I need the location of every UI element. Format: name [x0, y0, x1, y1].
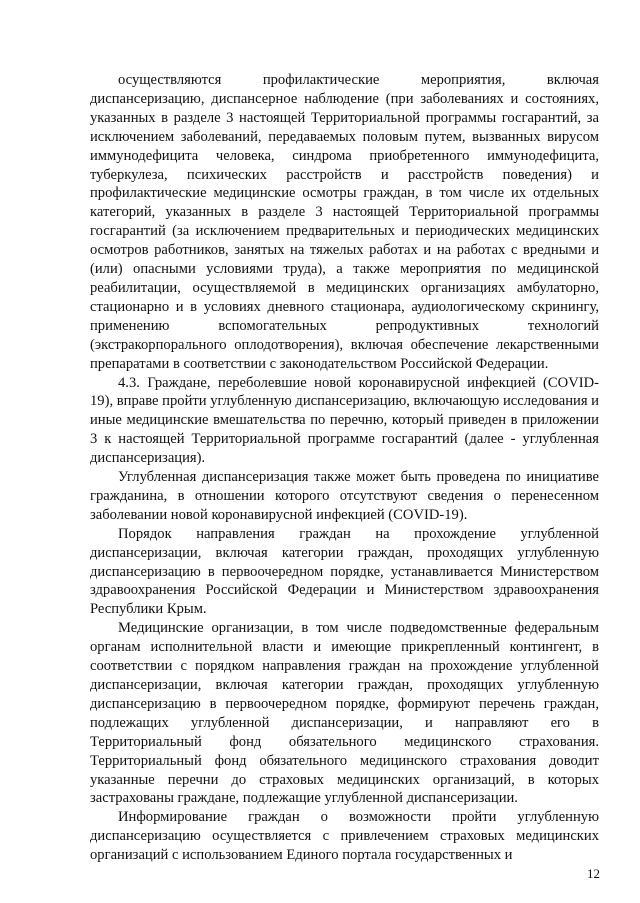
paragraph-2: 4.3. Граждане, переболевшие новой коронавирусной инфекцией (COVID-19), вправе пройти углубленную диспансеризацию, включающую исследования и иные медицинские вмешательства по перечню, который приведен в приложении 3 к настоящей Территориальной программе госгарантий (далее - углубленная диспансеризация). [90, 374, 599, 467]
paragraph-4: Порядок направления граждан на прохождение углубленной диспансеризации, включая категории граждан, проходящих углубленную диспансеризацию в первоочередном порядке, устанавливается Министерством здравоохранения Российской Федерации и Министерством здравоохранения Республики Крым. [90, 525, 599, 618]
paragraph-1: осуществляются профилактические мероприятия, включая диспансеризацию, диспансерное наблюдение (при заболеваниях и состояниях, указанных в разделе 3 настоящей Территориальной программы госгарантий, за исключением заболеваний, передаваемых половым путем, вызванных вирусом иммунодефицита человека, синдрома приобретенного иммунодефицита, туберкулеза, психических расстройств и расстройств поведения) и профилактические медицинские осмотры граждан, в том числе их отдельных категорий, указанных в разделе 3 настоящей Территориальной программы госгарантий (за исключением предварительных и периодических медицинских осмотров работников, занятых на тяжелых работах и на работах с вредными и (или) опасными условиями труда), а также мероприятия по медицинской реабилитации, осуществляемой в медицинских организациях амбулаторно, стационарно и в условиях дневного стационара, аудиологическому скринингу, применению вспомогательных репродуктивных технологий (экстракорпорального оплодотворения), включая обеспечение лекарственными препаратами в соответствии с законодательством Российской Федерации. [90, 72, 599, 372]
paragraph-3: Углубленная диспансеризация также может быть проведена по инициативе гражданина, в отношении которого отсутствуют сведения о перенесенном заболевании новой коронавирусной инфекцией (COVID-19). [90, 469, 599, 523]
body-text [90, 71, 599, 865]
paragraph-5: Медицинские организации, в том числе подведомственные федеральным органам исполнительной власти и имеющие прикрепленный контингент, в соответствии с порядком направления граждан на прохождение углубленной диспансеризации, включая категории граждан, проходящих углубленную диспансеризацию в первоочередном порядке, формируют перечень граждан, подлежащих углубленной диспансеризации, и направляют его в Территориальный фонд обязательного медицинского страхования. Территориальный фонд обязательного медицинского страхования доводит указанные перечни до страховых медицинских организаций, в которых застрахованы граждане, подлежащие углубленной диспансеризации. [90, 620, 599, 807]
paragraph-6: Информирование граждан о возможности пройти углубленную диспансеризацию осуществляется с привлечением страховых медицинских организаций с использованием Единого портала государственных и [90, 809, 599, 864]
page-number: 12 [587, 866, 600, 881]
